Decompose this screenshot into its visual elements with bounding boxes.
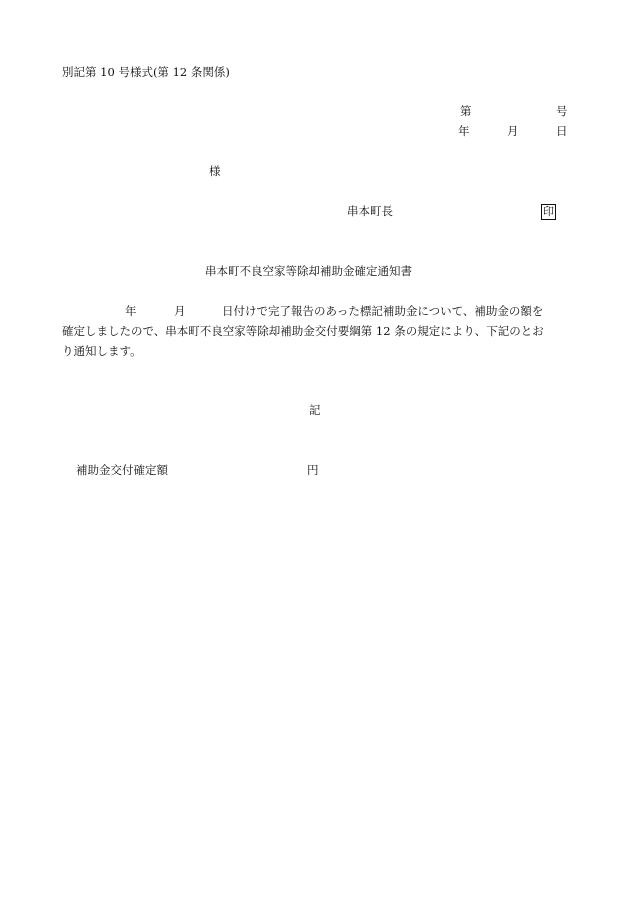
doc-number-dai: 第: [460, 104, 472, 118]
body-line-3: り通知します。: [62, 344, 142, 358]
form-header: 別記第 10 号様式(第 12 条関係): [62, 65, 230, 79]
body-line-2: 確定しましたので、串本町不良空家等除却補助金交付要綱第 12 条の規定により、下記のとお: [62, 324, 544, 338]
seal-stamp: 印: [543, 205, 554, 218]
date-month: 月: [507, 124, 519, 138]
body-year: 年: [125, 304, 137, 318]
date-day: 日: [556, 124, 568, 138]
amount-label: 補助金交付確定額: [76, 463, 168, 477]
addressee-suffix: 様: [209, 164, 221, 178]
sender-title: 串本町長: [347, 204, 393, 218]
document-title: 串本町不良空家等除却補助金確定通知書: [205, 264, 412, 278]
doc-number-go: 号: [556, 104, 568, 118]
amount-unit: 円: [307, 463, 319, 477]
body-line-1: 日付けで完了報告のあった標記補助金について、補助金の額を: [222, 304, 544, 318]
body-month: 月: [174, 304, 186, 318]
ki-heading: 記: [309, 403, 321, 417]
date-year: 年: [458, 124, 470, 138]
